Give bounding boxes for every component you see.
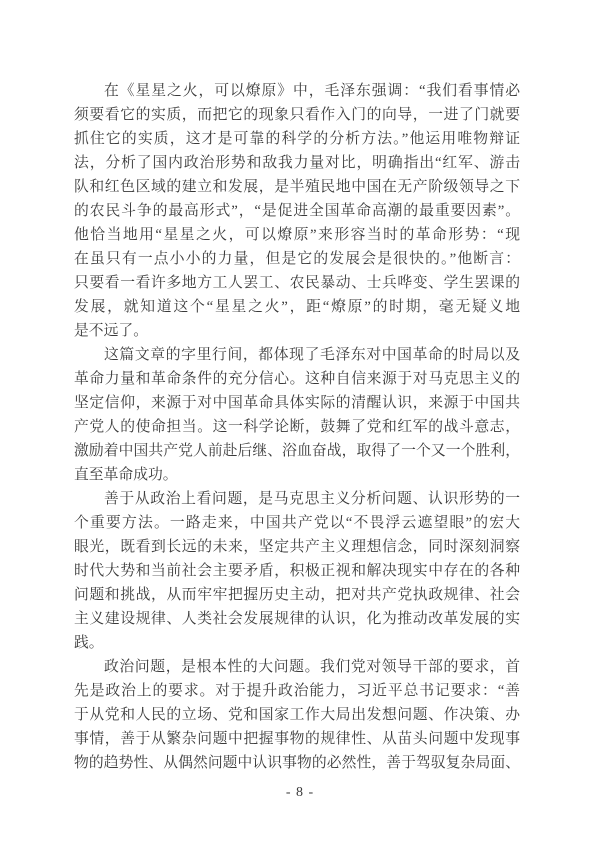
text-line: 抓住它的实质，这才是可靠的科学的分析方法。”他运用唯物辩证 <box>74 131 520 147</box>
paragraph <box>74 487 520 655</box>
paragraph <box>74 655 520 775</box>
text-line: 先是政治上的要求。对于提升政治能力，习近平总书记要求：“善 <box>74 683 520 699</box>
text-line: 物的趋势性、从偶然问题中认识事物的必然性，善于驾驭复杂局面、 <box>74 755 520 771</box>
text-line: 法，分析了国内政治形势和敌我力量对比，明确指出“红军、游击 <box>74 155 520 171</box>
text-line: 在虽只有一点小小的力量，但是它的发展会是很快的。”他断言： <box>74 251 520 267</box>
text-line: 善于从政治上看问题，是马克思主义分析问题、认识形势的一 <box>104 491 520 507</box>
text-line: 于从党和人民的立场、党和国家工作大局出发想问题、作决策、办 <box>74 707 520 723</box>
text-block <box>74 79 520 775</box>
page-number: - 8 - <box>285 785 315 800</box>
text-line: 问题和挑战，从而牢牢把握历史主动，把对共产党执政规律、社会 <box>74 587 520 603</box>
text-line: 只要看一看许多地方工人罢工、农民暴动、士兵哗变、学生罢课的 <box>74 275 520 291</box>
text-line: 个重要方法。一路走来，中国共产党以“不畏浮云遮望眼”的宏大 <box>74 515 520 531</box>
text-line: 须要看它的实质，而把它的现象只看作入门的向导，一进了门就要 <box>74 107 520 123</box>
text-line: 直至革命成功。 <box>74 467 178 483</box>
text-line: 眼光，既看到长远的未来，坚定共产主义理想信念，同时深刻洞察 <box>74 539 520 555</box>
text-line: 这篇文章的字里行间，都体现了毛泽东对中国革命的时局以及 <box>104 347 520 363</box>
text-line: 践。 <box>74 635 104 651</box>
paragraph <box>74 343 520 487</box>
text-line: 主义建设规律、人类社会发展规律的认识，化为推动改革发展的实 <box>74 611 520 627</box>
text-line: 发展，就知道这个“星星之火”，距“燎原”的时期，毫无疑义地 <box>74 299 520 315</box>
text-line: 产党人的使命担当。这一科学论断，鼓舞了党和红军的战斗意志， <box>74 419 520 435</box>
text-line: 革命力量和革命条件的充分信心。这种自信来源于对马克思主义的 <box>74 371 520 387</box>
text-line: 他恰当地用“星星之火，可以燎原”来形容当时的革命形势：“现 <box>74 227 520 243</box>
text-line: 是不远了。 <box>74 323 148 339</box>
text-line: 队和红色区域的建立和发展，是半殖民地中国在无产阶级领导之下 <box>74 179 520 195</box>
text-line: 时代大势和当前社会主要矛盾，积极正视和解决现实中存在的各种 <box>74 563 520 579</box>
paragraph <box>74 79 520 343</box>
text-line: 事情，善于从繁杂问题中把握事物的规律性、从苗头问题中发现事 <box>74 731 520 747</box>
text-line: 政治问题，是根本性的大问题。我们党对领导干部的要求，首 <box>104 659 520 675</box>
text-line: 坚定信仰，来源于对中国革命具体实际的清醒认识，来源于中国共 <box>74 395 520 411</box>
text-line: 激励着中国共产党人前赴后继、浴血奋战，取得了一个又一个胜利， <box>74 443 520 459</box>
text-line: 在《星星之火，可以燎原》中，毛泽东强调：“我们看事情必 <box>104 83 520 99</box>
text-line: 的农民斗争的最高形式”，“是促进全国革命高潮的最重要因素”。 <box>74 203 520 219</box>
